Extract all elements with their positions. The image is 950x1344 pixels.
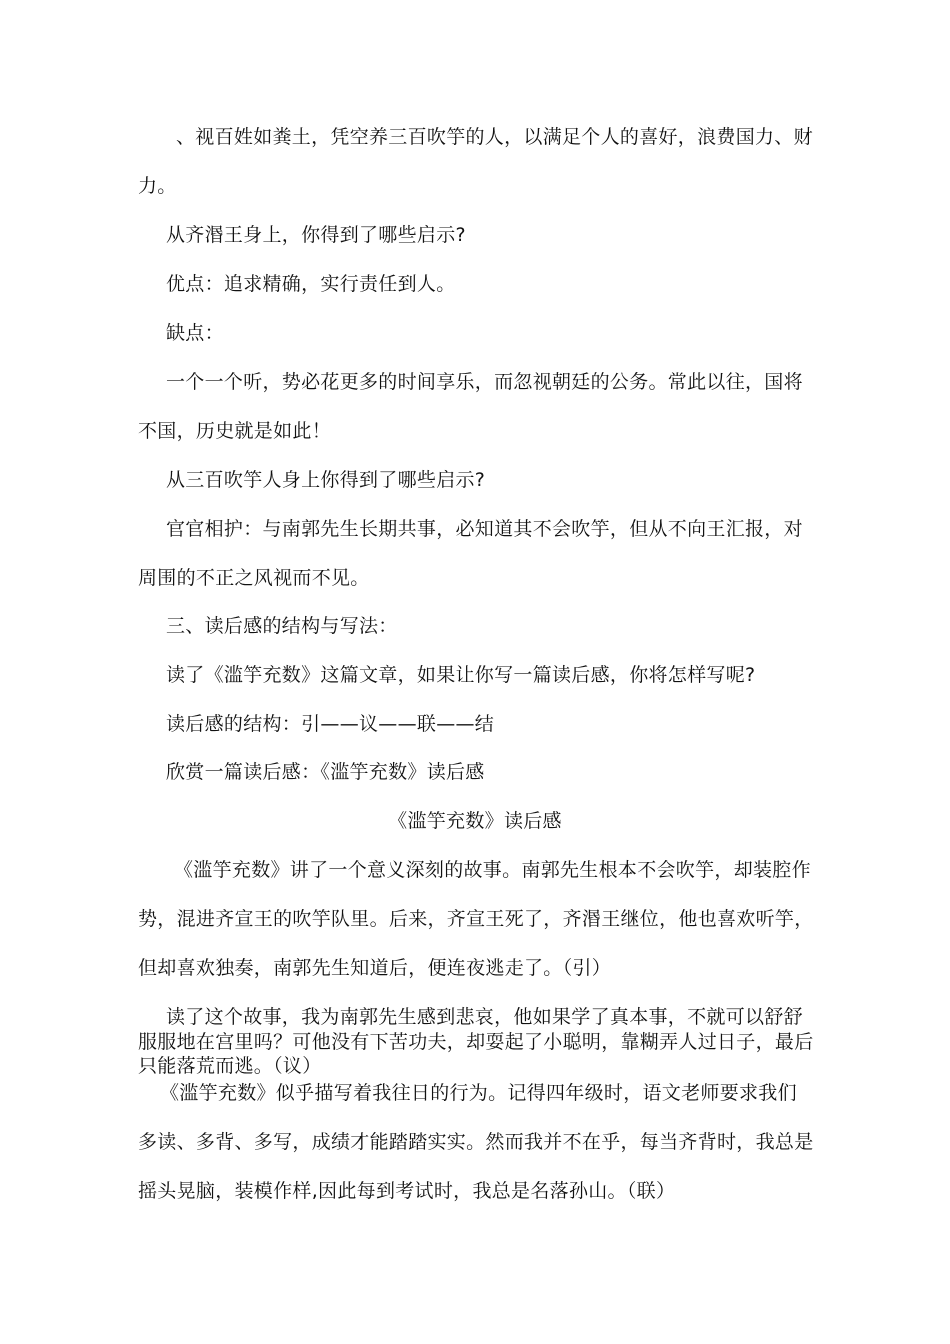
section-heading: 三、读后感的结构与写法： — [166, 615, 398, 637]
paragraph-line: 欣赏一篇读后感：《滥竽充数》读后感 — [166, 761, 485, 783]
essay-line: 多读、多背、多写，成绩才能踏踏实实。然而我并不在乎，每当齐背时，我总是 — [138, 1131, 814, 1153]
paragraph-line: 缺点： — [166, 322, 224, 344]
essay-line: 势，混进齐宣王的吹竽队里。后来，齐宣王死了，齐湣王继位，他也喜欢听竽， — [138, 908, 814, 930]
paragraph-line: 不国，历史就是如此！ — [138, 420, 332, 442]
paragraph-line: 读后感的结构：引——议——联——结 — [166, 713, 495, 735]
essay-line: 但却喜欢独奏，南郭先生知道后，便连夜逃走了。（引） — [138, 957, 612, 979]
essay-line: 读了这个故事，我为南郭先生感到悲哀，他如果学了真本事，不就可以舒舒 — [166, 1006, 803, 1028]
paragraph-line: 读了《滥竽充数》这篇文章，如果让你写一篇读后感，你将怎样写呢? — [166, 664, 756, 686]
paragraph-line: 周围的不正之风视而不见。 — [138, 567, 370, 589]
paragraph-line: 优点：追求精确，实行责任到人。 — [166, 273, 456, 295]
essay-line: 只能落荒而逃。（议） — [138, 1055, 322, 1077]
question-line: 从齐湣王身上，你得到了哪些启示? — [166, 224, 466, 246]
essay-line: 服服地在宫里吗？可他没有下苦功夫，却耍起了小聪明，靠糊弄人过日子，最后 — [138, 1031, 814, 1053]
paragraph-line: 、视百姓如粪土，凭空养三百吹竽的人，以满足个人的喜好，浪费国力、财 — [176, 126, 813, 148]
essay-line: 《滥竽充数》似乎描写着我往日的行为。记得四年级时，语文老师要求我们 — [160, 1082, 797, 1104]
essay-line: 摇头晃脑，装模作样,因此每到考试时，我总是名落孙山。（联） — [138, 1180, 676, 1202]
essay-line: 《滥竽充数》讲了一个意义深刻的故事。南郭先生根本不会吹竽，却装腔作 — [174, 859, 811, 881]
paragraph-line: 官官相护：与南郭先生长期共事，必知道其不会吹竽，但从不向王汇报，对 — [166, 518, 803, 540]
paragraph-line: 一个一个听，势必花更多的时间享乐，而忽视朝廷的公务。常此以往，国将 — [166, 371, 803, 393]
paragraph-line: 力。 — [138, 175, 177, 197]
question-line: 从三百吹竽人身上你得到了哪些启示? — [166, 469, 486, 491]
essay-title: 《滥竽充数》读后感 — [388, 810, 562, 832]
